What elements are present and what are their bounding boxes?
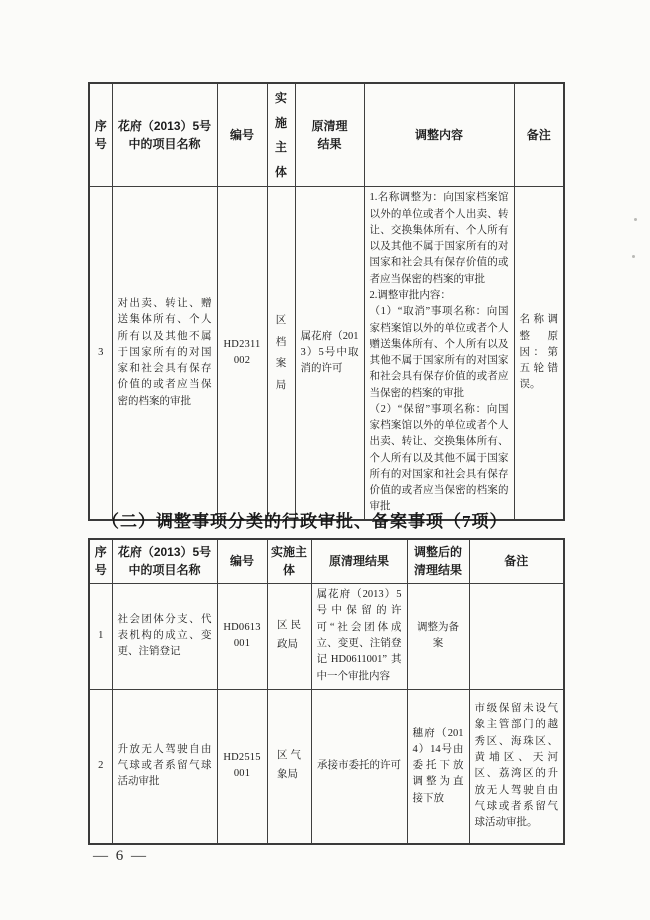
adjustment-paragraph: （1）“取消”事项名称：向国家档案馆以外的单位或者个人赠送集体所有、个人所有以及其他不属于国家所有的对国家和社会具有保存价值的或者应当保密的档案的审批 (369, 306, 509, 399)
cell-remark (469, 583, 564, 689)
table1-header-code: 编号 (217, 83, 267, 187)
table2-row-1 (89, 583, 564, 689)
cell-index: 3 (89, 187, 112, 520)
cell-code: HD0613001 (217, 583, 267, 689)
table1-header-index: 序号 (89, 83, 112, 187)
cell-agency: 区档案局 (267, 187, 295, 520)
table2-header-adjusted-result: 调整后的清理结果 (407, 539, 469, 583)
cell-original-result: 属花府（2013）5号中保留的许可“社会团体成立、变更、注销登记HD0611001”其中一个审批内容 (311, 583, 407, 689)
table1-header-remark: 备注 (514, 83, 564, 187)
table2-header-index: 序号 (89, 539, 112, 583)
table2-header-agency: 实施主体 (267, 539, 311, 583)
cell-adjustment-content (364, 187, 514, 520)
cell-code: HD2311002 (217, 187, 267, 520)
table2-header-code: 编号 (217, 539, 267, 583)
cell-original-result: 属花府（2013）5号中取消的许可 (295, 187, 364, 520)
adjustment-paragraph: （2）“保留”事项名称：向国家档案馆以外的单位或者个人出卖、转让、交换集体所有、个人所有以及其他不属于国家所有的对国家和社会具有保存价值的或者应当保密的档案的审批 (369, 403, 509, 513)
cell-original-result: 承接市委托的许可 (311, 689, 407, 844)
page-number: — 6 — (93, 848, 148, 864)
table2-header-original-result: 原清理结果 (311, 539, 407, 583)
table-adjustment-content (88, 82, 565, 521)
table-reclassified-items (88, 538, 565, 845)
table1-row-3 (89, 187, 564, 520)
cell-index: 1 (89, 583, 112, 689)
cell-agency: 区气象局 (267, 689, 311, 844)
cell-agency: 区民政局 (267, 583, 311, 689)
section-heading: （二）调整事项分类的行政审批、备案事项（7项） (102, 512, 508, 531)
table1-header-row (89, 83, 564, 187)
adjustment-paragraph: 1.名称调整为：向国家档案馆以外的单位或者个人出卖、转让、交换集体所有、个人所有以及其他不属于国家所有的对国家和社会具有保存价值的或者应当保密的档案的审批 (369, 192, 509, 285)
cell-adjusted-result: 调整为备案 (407, 583, 469, 689)
cell-index: 2 (89, 689, 112, 844)
table2-header-row (89, 539, 564, 583)
cell-project-name: 升放无人驾驶自由气球或者系留气球活动审批 (112, 689, 217, 844)
adjustment-paragraph: 2.调整审批内容： (369, 289, 451, 301)
table2-header-project-name: 花府（2013）5号 中的项目名称 (112, 539, 217, 583)
scan-speck (632, 255, 635, 258)
scan-speck (634, 218, 637, 221)
table1-header-agency: 实施主体 (267, 83, 295, 187)
table1-header-original-result: 原清理结果 (295, 83, 364, 187)
table1-header-adjustment: 调整内容 (364, 83, 514, 187)
cell-code: HD2515001 (217, 689, 267, 844)
cell-project-name: 对出卖、转让、赠送集体所有、个人所有以及其他不属于国家所有的对国家和社会具有保存价值的或者应当保密的档案的审批 (112, 187, 217, 520)
table2-header-remark: 备注 (469, 539, 564, 583)
cell-project-name: 社会团体分支、代表机构的成立、变更、注销登记 (112, 583, 217, 689)
cell-remark: 市级保留未设气象主管部门的越秀区、海珠区、黄埔区、天河区、荔湾区的升放无人驾驶自由气球或者系留气球活动审批。 (469, 689, 564, 844)
table1-header-project-name: 花府（2013）5号 中的项目名称 (112, 83, 217, 187)
cell-adjusted-result: 穗府（2014）14号由委托下放调整为直接下放 (407, 689, 469, 844)
cell-remark: 名称调整原因：第五轮错误。 (514, 187, 564, 520)
table2-row-2 (89, 689, 564, 844)
